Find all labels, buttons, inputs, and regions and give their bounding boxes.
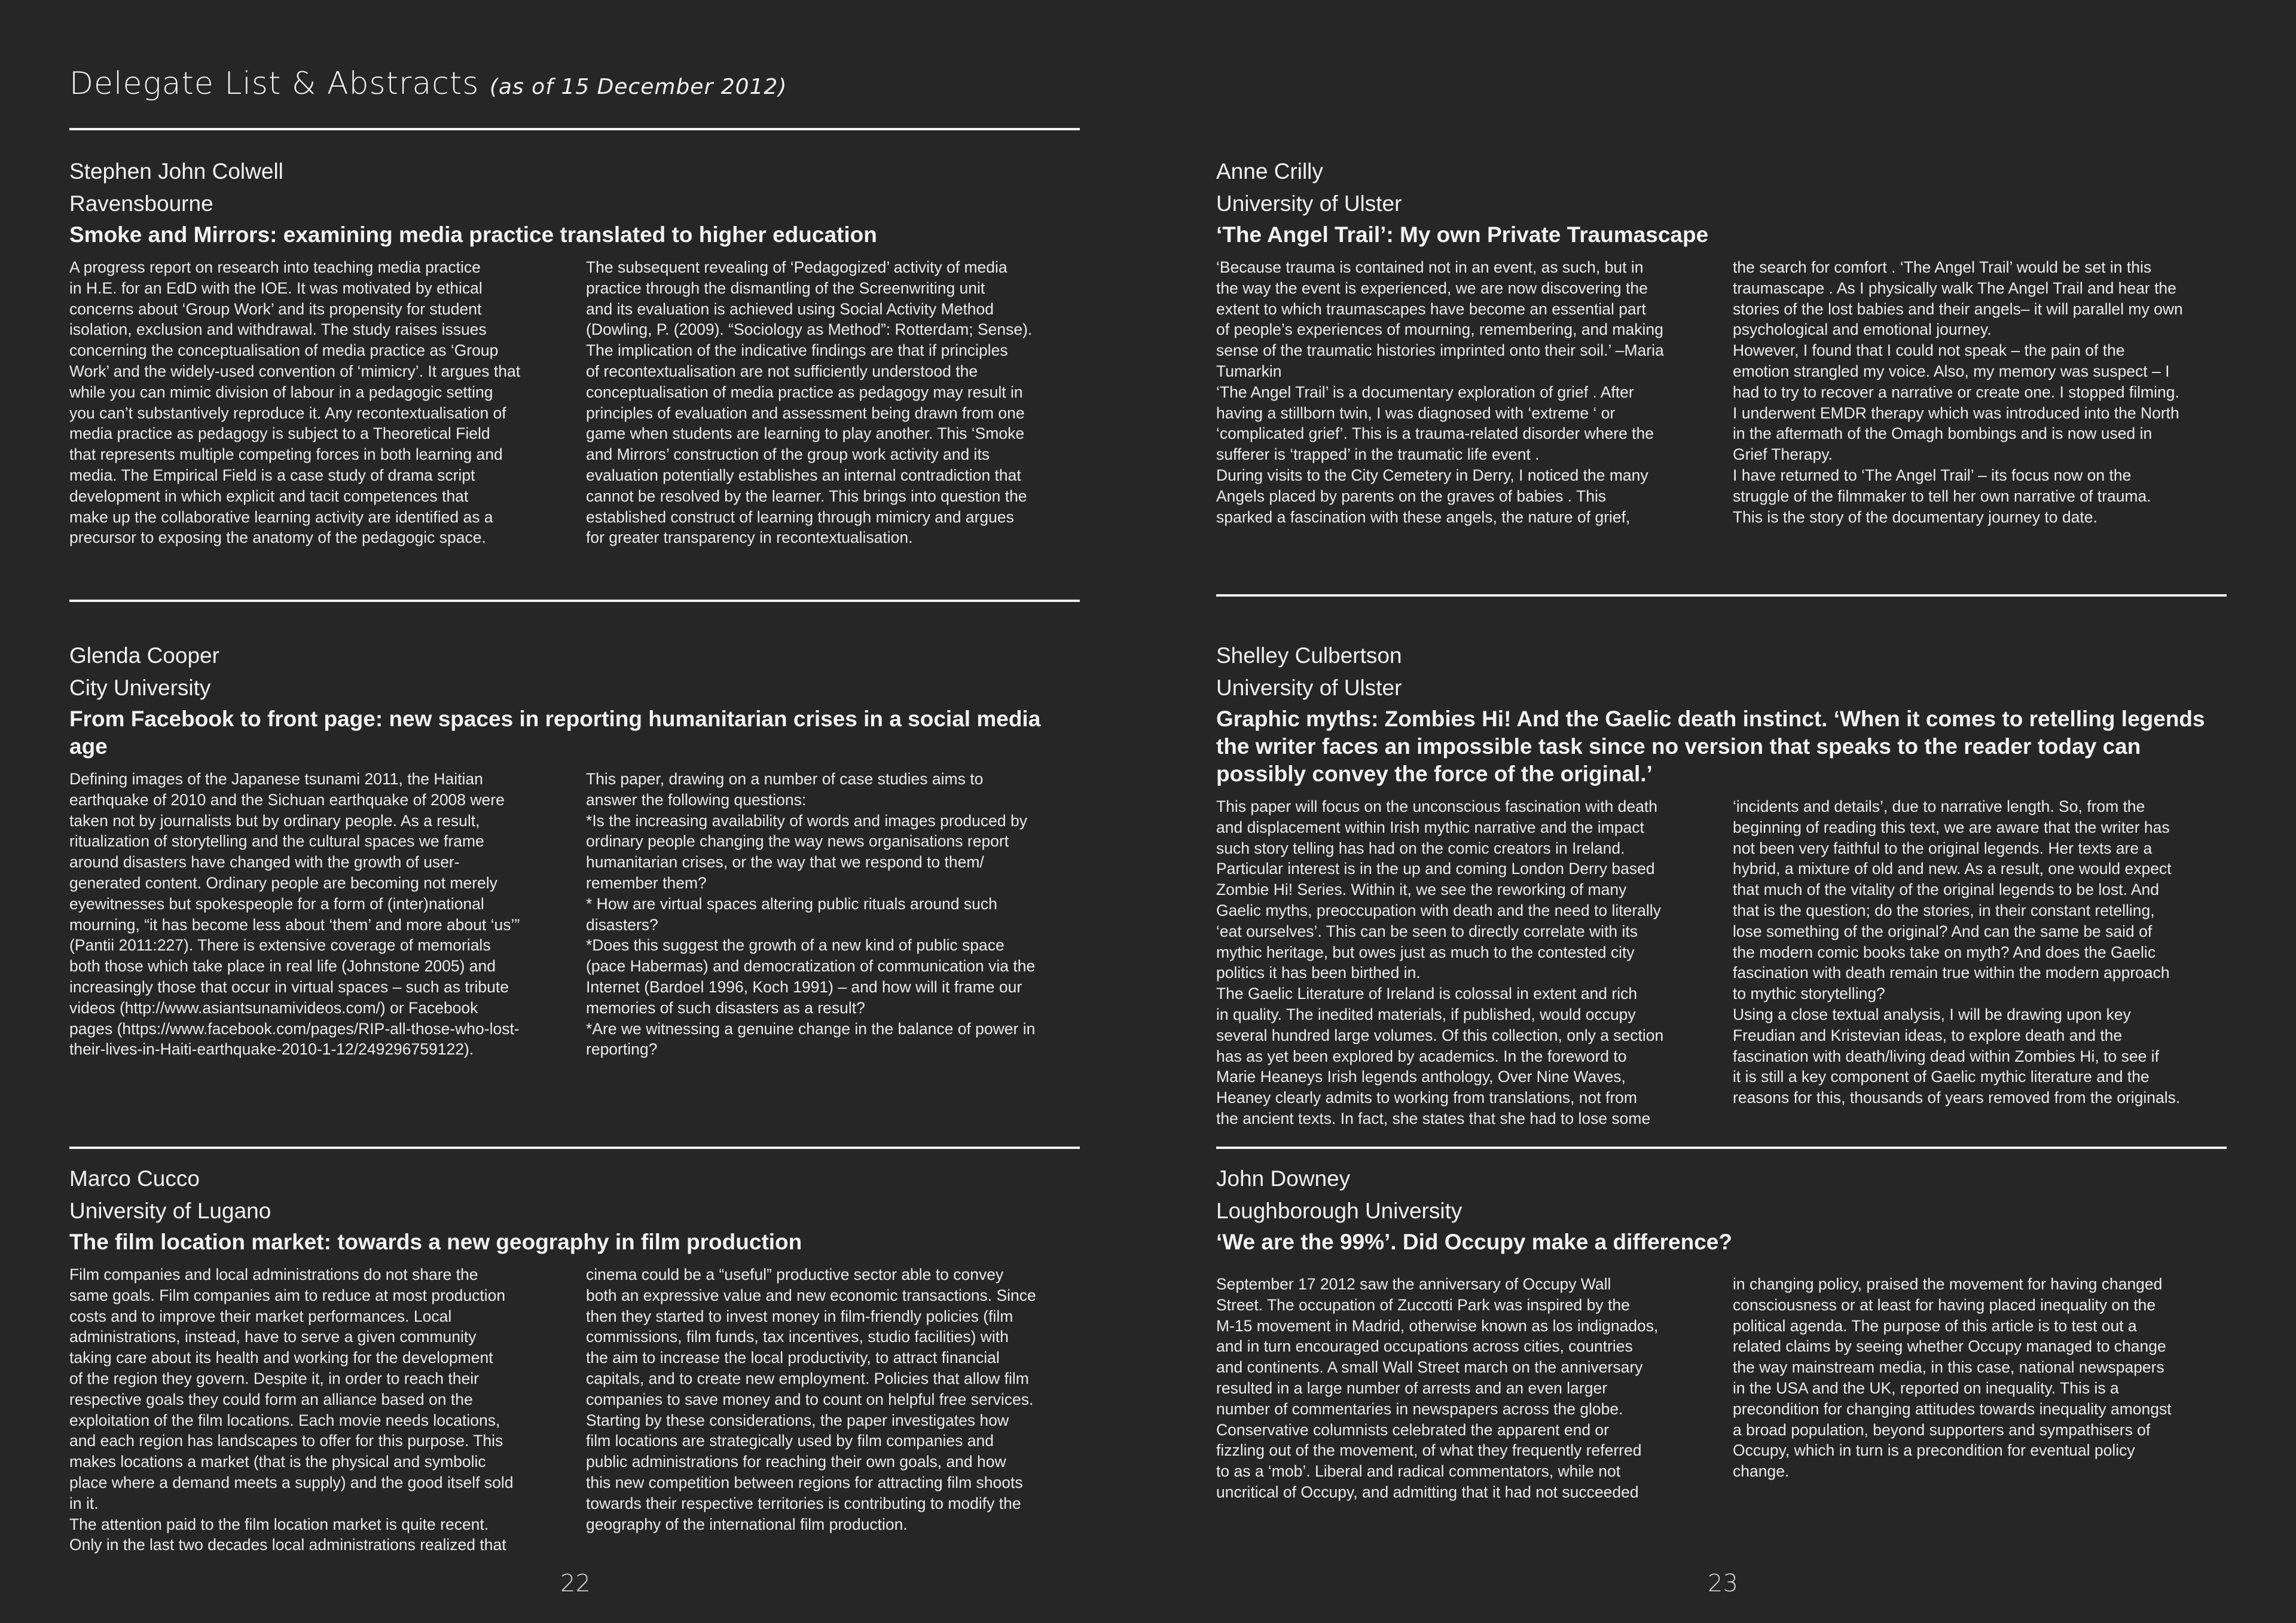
abstract-title: Graphic myths: Zombies Hi! And the Gaelic death instinct. ‘When it comes to retelling legends the writer faces an impossible task since no version that speaks to the reader today can possibly convey the force of the original.’ [1216, 707, 2205, 786]
delegate-name: Marco Cucco [69, 1166, 200, 1191]
section-divider [1216, 1147, 2227, 1149]
abstract-title: The film location market: towards a new geography in film production [69, 1230, 802, 1254]
abstract-column-2: This paper, drawing on a number of case studies aims to answer the following questions: *Is the increasing availability of words and images produced by ordinary people changing the way news organisations report humanitarian crises, or the way that we respond to them/ remember them? * How are virtual spaces altering public rituals around such disasters? *Does this suggest the growth of a new kind of public space (pace Habermas) and democratization of communication via the Internet (Bardoel 1996, Koch 1991) – and how will it frame our memories of such disasters as a result? *Are we witnessing a genuine change in the balance of power in reporting? [586, 770, 1036, 1059]
page-title [69, 66, 1080, 102]
abstract-body [1216, 1274, 2227, 1503]
abstract-title: ‘The Angel Trail’: My own Private Traumascape [1216, 222, 1709, 247]
abstract-column-1: Defining images of the Japanese tsunami 2011, the Haitian earthquake of 2010 and the Sichuan earthquake of 2008 were taken not by journalists but by ordinary people. As a result, ritualization of storytelling and the cultural spaces we frame around disasters have changed with the growth of user- generated content. Ordinary people are becoming not merely eyewitnesses but spokespeople for a form of (inter)national mourning, “it has become less about ‘them’ and more about ‘us’” (Pantii 2011:227). There is extensive coverage of memorials both those which take place in real life (Johnstone 2005) and increasingly those that occur in virtual spaces – such as tribute videos (http://www.asiantsunamivideos.com/) or Facebook pages (https://www.facebook.com/pages/RIP-all-those-who-lost- their-lives-in-Haiti-earthquake-2010-1-12/249296759122). [69, 770, 520, 1059]
delegate-institution: University of Ulster [1216, 191, 1402, 216]
delegate-entry [69, 1163, 1080, 1555]
delegate-institution: University of Ulster [1216, 676, 1402, 700]
abstract-column-1: Film companies and local administrations do not share the same goals. Film companies aim to reduce at most production costs and to improve their market performances. Local administrations, instead, have to serve a given community taking care about its health and working for the development of the region they govern. Despite it, in order to reach their respective goals they could form an alliance based on the exploitation of the film locations. Each movie needs locations, and each region has landscapes to offer for this purpose. This makes locations a market (that is the physical and symbolic place where a demand meets a supply) and the good itself sold in it. The attention paid to the film location market is quite recent. Only in the last two decades local administrations realized that [69, 1266, 514, 1554]
abstract-column-2: in changing policy, praised the movement for having changed consciousness or at least for having placed inequality on the political agenda. The purpose of this article is to test out a related claims by seeing whether Occupy managed to change the way mainstream media, in this case, national newspapers in the USA and the UK, reported on inequality. This is a precondition for changing attitudes towards inequality amongst a broad population, beyond supporters and sympathisers of Occupy, which in turn is a precondition for eventual policy change. [1733, 1275, 2172, 1481]
section-divider [69, 600, 1080, 602]
abstract-title: Smoke and Mirrors: examining media practice translated to higher education [69, 222, 877, 247]
delegate-entry [69, 155, 1080, 548]
delegate-name: Anne Crilly [1216, 159, 1323, 184]
section-divider [69, 1147, 1080, 1149]
abstract-column-1: ‘Because trauma is contained not in an event, as such, but in the way the event is experienced, we are now discovering the extent to which traumascapes have become an essential part of people’s experiences of mourning, remembering, and making sense of the traumatic histories imprinted onto their soil.’ –Maria Tumarkin ‘The Angel Trail’ is a documentary exploration of grief . After having a stillborn twin, I was diagnosed with ‘extreme ‘ or ‘complicated grief’. This is a trauma-related disorder where the sufferer is ‘trapped’ in the traumatic life event . During visits to the City Cemetery in Derry, I noticed the many Angels placed by parents on the graves of babies . This sparked a fascination with these angels, the nature of grief, [1216, 258, 1664, 526]
abstract-column-2: the search for comfort . ‘The Angel Trail’ would be set in this traumascape . As I physically walk The Angel Trail and hear the stories of the lost babies and their angels– it will parallel my own psychological and emotional journey. However, I found that I could not speak – the pain of the emotion strangled my voice. Also, my memory was suspect – I had to try to recover a narrative or create one. I stopped filming. I underwent EMDR therapy which was introduced into the North in the aftermath of the Omagh bombings and is now used in Grief Therapy. I have returned to ‘The Angel Trail’ – its focus now on the struggle of the filmmaker to tell her own narrative of trauma. This is the story of the documentary journey to date. [1733, 258, 2183, 526]
delegate-name: Shelley Culbertson [1216, 643, 1402, 668]
header-divider [69, 128, 1080, 130]
delegate-institution: University of Lugano [69, 1199, 271, 1223]
abstract-column-2: cinema could be a “useful” productive sector able to convey both an expressive value and new economic transactions. Since then they started to invest money in film-friendly policies (film commissions, film funds, tax incentives, studio facilities) with the aim to increase the local productivity, to attract financial capitals, and to create new employment. Policies that allow film companies to save money and to count on helpful free services. Starting by these considerations, the paper investigates how film locations are strategically used by film companies and public administrations for reaching their own goals, and how this new competition between regions for attracting film shoots towards their respective territories is contributing to modify the geography of the international film production. [586, 1266, 1036, 1533]
abstract-title: ‘We are the 99%’. Did Occupy make a difference? [1216, 1230, 1732, 1254]
delegate-entry [1216, 155, 2227, 527]
delegate-name: Stephen John Colwell [69, 159, 283, 184]
delegate-name: Glenda Cooper [69, 643, 219, 668]
page-number-right: 23 [1708, 1570, 1738, 1597]
section-divider [1216, 594, 2227, 597]
abstract-column-1: A progress report on research into teaching media practice in H.E. for an EdD with the IOE. It was motivated by ethical concerns about ‘Group Work’ and its propensity for student isolation, exclusion and withdrawal. The study raises issues concerning the conceptualisation of media practice as ‘Group Work’ and the widely-used convention of ‘mimicry’. It argues that while you can mimic division of labour in a pedagogic setting you can’t substantively reproduce it. Any recontextualisation of media practice as pedagogy is subject to a Theoretical Field that represents multiple competing forces in both learning and media. The Empirical Field is a case study of drama script development in which explicit and tacit competences that make up the collaborative learning activity are identified as a precursor to exposing the anatomy of the pedagogic space. [69, 258, 521, 547]
abstract-title: From Facebook to front page: new spaces in reporting humanitarian crises in a social media age [69, 707, 1041, 759]
header-subtitle: (as of 15 December 2012) [489, 75, 787, 99]
abstract-body [69, 769, 1080, 1060]
abstract-column-2: The subsequent revealing of ‘Pedagogized’ activity of media practice through the dismantling of the Screenwriting unit and its evaluation is achieved using Social Activity Method (Dowling, P. (2009). “Sociology as Method”: Rotterdam; Sense). The implication of the indicative findings are that if principles of recontextualisation are not sufficiently understood the conceptualisation of media practice as pedagogy may result in principles of evaluation and assessment being drawn from one game when students are learning to play another. This ‘Smoke and Mirrors’ construction of the group work activity and its evaluation potentially establishes an internal contradiction that cannot be resolved by the learner. This brings into question the established construct of learning through mimicry and argues for greater transparency in recontextualisation. [586, 258, 1033, 547]
page-number-left: 22 [560, 1570, 591, 1597]
delegate-entry [69, 640, 1080, 1060]
abstract-column-1: September 17 2012 saw the anniversary of Occupy Wall Street. The occupation of Zuccotti Park was inspired by the M-15 movement in Madrid, otherwise known as los indignados, and in turn encouraged occupations across cities, countries and continents. A small Wall Street march on the anniversary resulted in a large number of arrests and an even larger number of commentaries in newspapers across the globe. Conservative columnists celebrated the apparent end or fizzling out of the movement, of what they frequently referred to as a ‘mob’. Liberal and radical commentators, while not uncritical of Occupy, and admitting that it had not succeeded [1216, 1275, 1659, 1501]
delegate-institution: Ravensbourne [69, 191, 213, 216]
delegate-entry [1216, 1163, 2227, 1503]
delegate-institution: City University [69, 676, 211, 700]
abstract-body [69, 1264, 1080, 1555]
abstract-body [1216, 796, 2227, 1129]
abstract-column-2: ‘incidents and details’, due to narrative length. So, from the beginning of reading this text, we are aware that the writer has not been very faithful to the original legends. Her texts are a hybrid, a mixture of old and new. As a result, one would expect that much of the vitality of the original legends to be lost. And that is the question; do the stories, in their constant retelling, lose something of the original? And can the same be said of the modern comic books take on myth? And does the Gaelic fascination with death remain true within the modern approach to mythic storytelling? Using a close textual analysis, I will be drawing upon key Freudian and Kristevian ideas, to explore death and the fascination with death/living dead within Zombies Hi, to see if it is still a key component of Gaelic mythic literature and the reasons for this, thousands of years removed from the originals. [1733, 797, 2181, 1107]
delegate-entry [1216, 640, 2227, 1129]
delegate-institution: Loughborough University [1216, 1199, 1463, 1223]
abstract-body [1216, 257, 2227, 527]
delegate-name: John Downey [1216, 1166, 1351, 1191]
abstract-column-1: This paper will focus on the unconscious fascination with death and displacement within Irish mythic narrative and the impact such story telling has had on the comic creators in Ireland. Particular interest is in the up and coming London Derry based Zombie Hi! Series. Within it, we see the reworking of many Gaelic myths, preoccupation with death and the need to literally ‘eat ourselves’. This can be seen to directly correlate with its mythic heritage, but owes just as much to the contested city politics it has been birthed in. The Gaelic Literature of Ireland is colossal in extent and rich in quality. The inedited materials, if published, would occupy several hundred large volumes. Of this collection, only a section has as yet been explored by academics. In the foreword to Marie Heaneys Irish legends anthology, Over Nine Waves, Heaney clearly admits to working from translations, not from the ancient texts. In fact, she states that she had to lose some [1216, 797, 1664, 1127]
header-title-text: Delegate List & Abstracts [69, 66, 480, 102]
abstract-body [69, 257, 1080, 548]
page-header [69, 66, 1080, 102]
